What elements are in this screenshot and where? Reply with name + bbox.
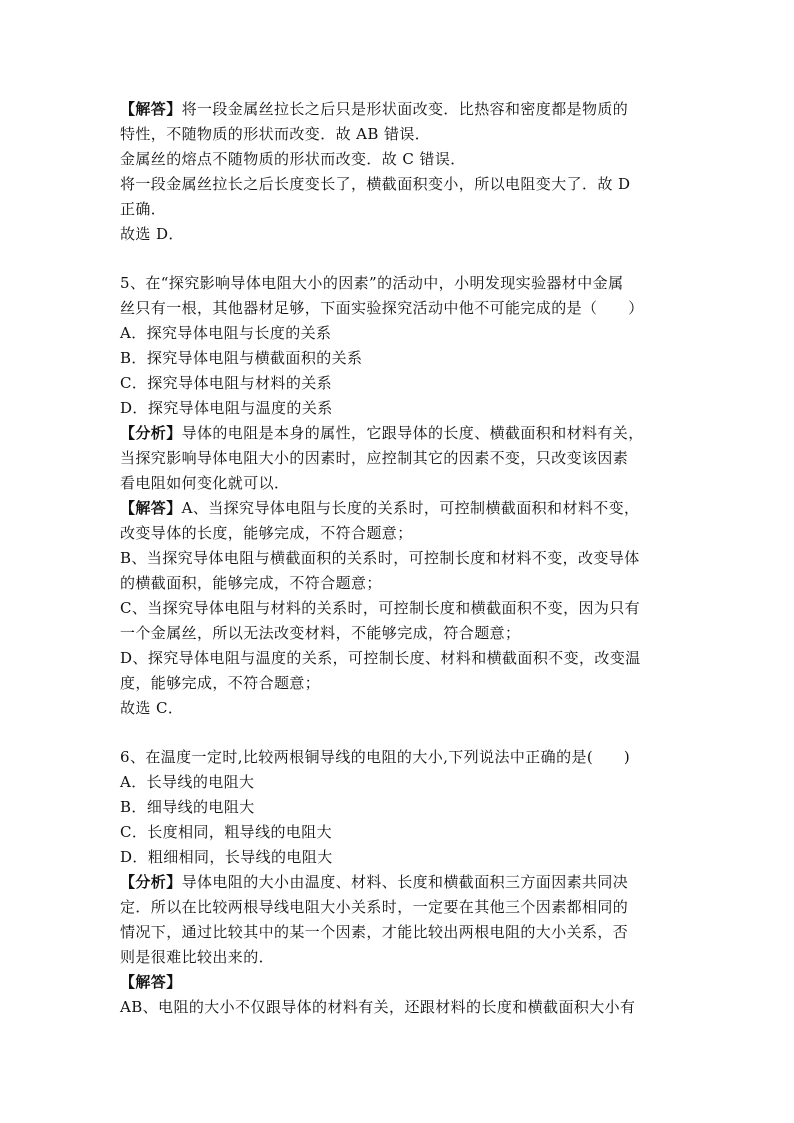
page-content	[120, 97, 680, 1020]
analysis-line: 【分析】导体电阻的大小由温度、材料、长度和横截面积三方面因素共同决	[120, 873, 629, 891]
option-b: B．细导线的电阻大	[120, 798, 255, 816]
option-a: A．探究导体电阻与长度的关系	[120, 324, 332, 342]
answer-line: 故选 D．	[120, 225, 184, 243]
answer-line: 故选 C．	[120, 699, 184, 717]
spacer	[120, 721, 680, 745]
question-stem: 丝只有一根，其他器材足够，下面实验探究活动中他不可能完成的是（ ）	[120, 299, 644, 317]
analysis-line: 【分析】导体的电阻是本身的属性，它跟导体的长度、横截面积和材料有关，	[120, 424, 644, 442]
analysis-tag: 【分析】	[120, 424, 182, 442]
answer-line: AB、电阻的大小不仅跟导体的材料有关，还跟材料的长度和横截面积大小有	[120, 998, 636, 1016]
answer-line: 的横截面积，能够完成，不符合题意；	[120, 574, 382, 592]
answer-tag: 【解答】	[120, 100, 182, 118]
analysis-line: 看电阻如何变化就可以．	[120, 474, 290, 492]
spacer	[120, 247, 680, 271]
question-6	[120, 745, 680, 1020]
question-stem: 6、在温度一定时,比较两根铜导线的电阻的大小,下列说法中正确的是( )	[120, 748, 631, 766]
analysis-line: 则是很难比较出来的．	[120, 948, 275, 966]
analysis-line: 情况下，通过比较其中的某一个因素，才能比较出两根电阻的大小关系，否	[120, 923, 629, 941]
answer-line: 金属丝的熔点不随物质的形状而改变．故 C 错误．	[120, 150, 466, 168]
answer-line: D、探究导体电阻与温度的关系，可控制长度、材料和横截面积不变，改变温	[120, 649, 641, 667]
option-b: B．探究导体电阻与横截面积的关系	[120, 349, 363, 367]
option-c: C．长度相同，粗导线的电阻大	[120, 823, 333, 841]
answer-line: 一个金属丝，所以无法改变材料，不能够完成，符合题意；	[120, 624, 521, 642]
answer-line: 度，能够完成，不符合题意；	[120, 674, 321, 692]
answer-line: 正确．	[120, 200, 167, 218]
answer-line: 将一段金属丝拉长之后长度变长了，横截面积变小，所以电阻变大了．故 D	[120, 175, 631, 193]
option-c: C．探究导体电阻与材料的关系	[120, 374, 333, 392]
answer-line: 【解答】A、当探究导体电阻与长度的关系时，可控制横截面积和材料不变，	[120, 499, 640, 517]
option-d: D．粗细相同，长导线的电阻大	[120, 848, 333, 866]
analysis-line: 定．所以在比较两根导线电阻大小关系时，一定要在其他三个因素都相同的	[120, 898, 629, 916]
answer-line: B、当探究导体电阻与横截面积的关系时，可控制长度和材料不变，改变导体	[120, 549, 640, 567]
answer-tag: 【解答】	[120, 973, 182, 991]
analysis-tag: 【分析】	[120, 873, 182, 891]
answer-tag: 【解答】	[120, 499, 182, 517]
answer-heading	[120, 970, 680, 995]
analysis-line: 当探究影响导体电阻大小的因素时，应控制其它的因素不变，只改变该因素	[120, 449, 629, 467]
answer-line: C、当探究导体电阻与材料的关系时，可控制长度和横截面积不变，因为只有	[120, 599, 641, 617]
question-stem: 5、在“探究影响导体电阻大小的因素”的活动中，小明发现实验器材中金属	[120, 274, 624, 292]
option-d: D．探究导体电阻与温度的关系	[120, 399, 333, 417]
option-a: A．长导线的电阻大	[120, 773, 255, 791]
answer-line: 特性，不随物质的形状而改变．故 AB 错误．	[120, 125, 431, 143]
question-5	[120, 271, 680, 721]
answer-line: 改变导体的长度，能够完成，不符合题意；	[120, 524, 413, 542]
answer-block-q4	[120, 97, 680, 247]
answer-line: 【解答】将一段金属丝拉长之后只是形状面改变．比热容和密度都是物质的	[120, 100, 629, 118]
